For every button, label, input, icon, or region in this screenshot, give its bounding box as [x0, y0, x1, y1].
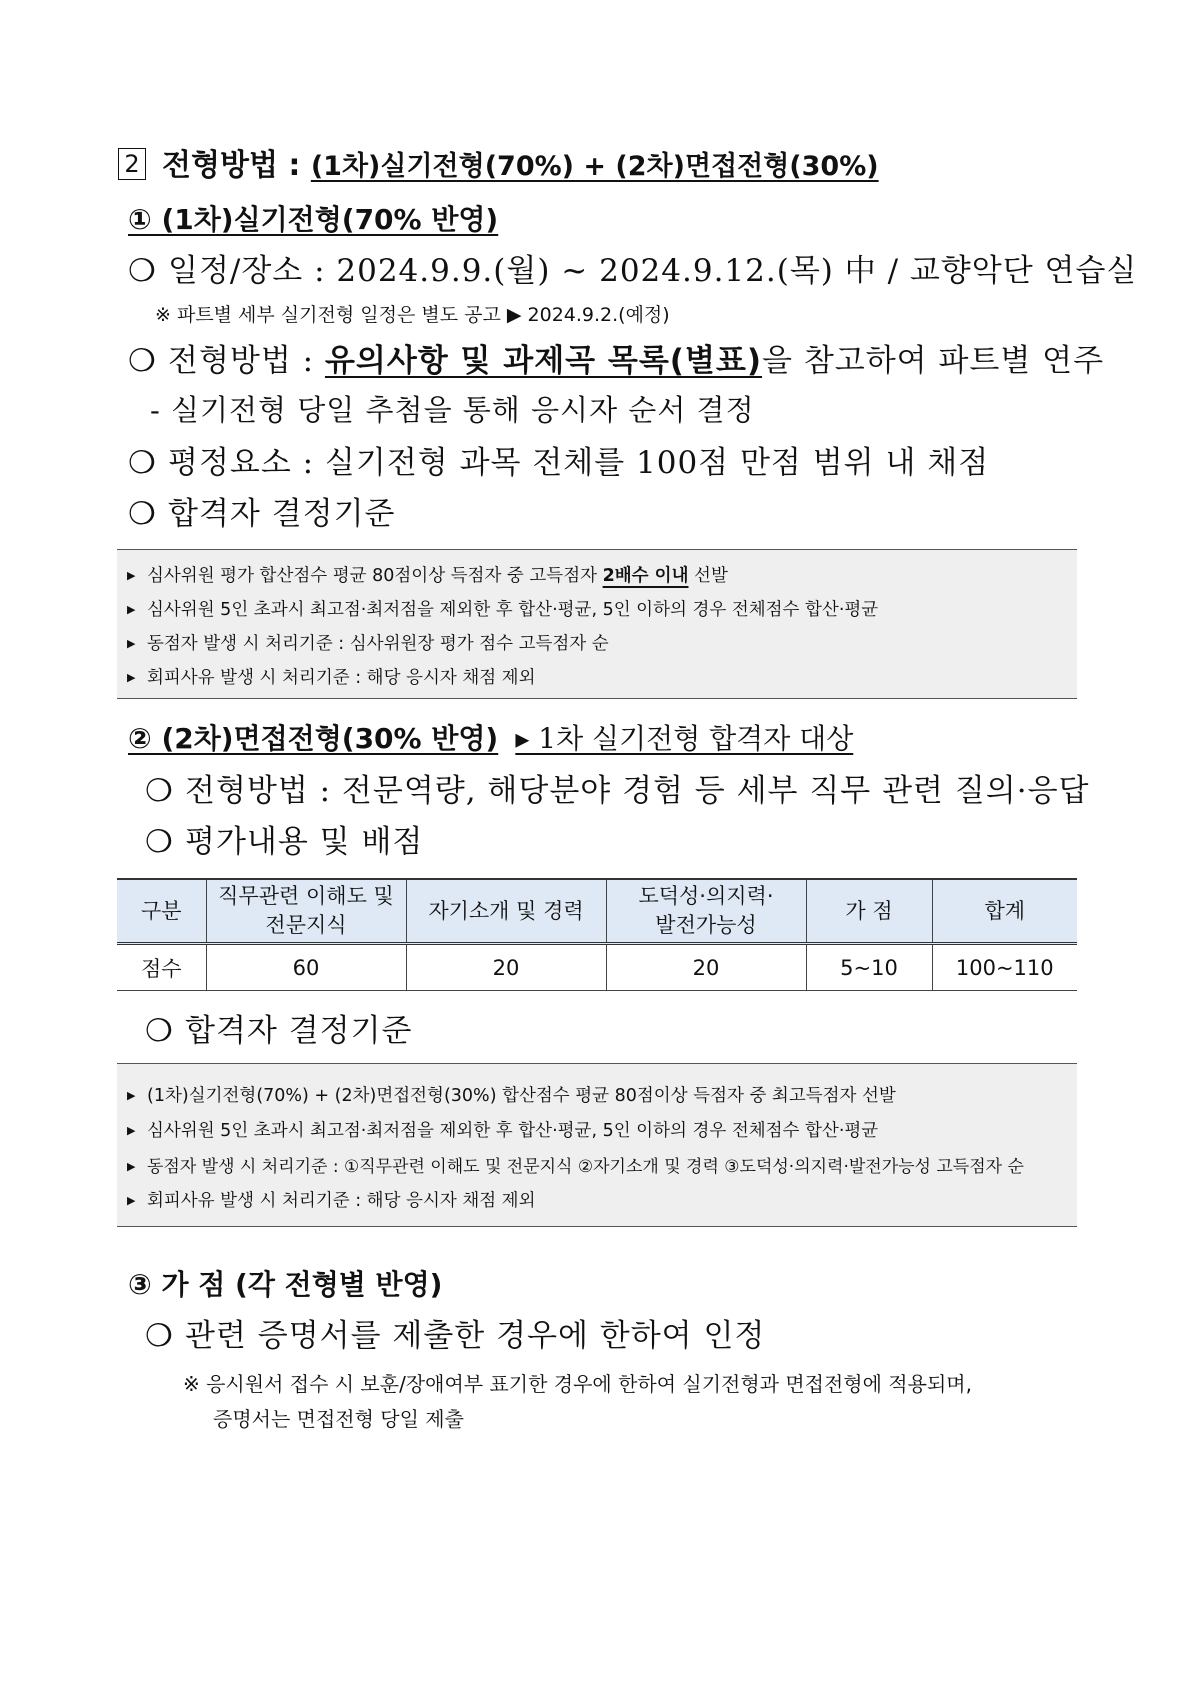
criteria-text: 심사위원 5인 초과시 최고점·최저점을 제외한 후 합산·평균, 5인 이하의 경우 전체점수 합산·평균 — [147, 600, 879, 620]
triangle-bullet-icon: ▶ — [127, 637, 136, 650]
interview-criteria-title-text: 합격자 결정기준 — [185, 1013, 413, 1049]
section-number: 2 — [118, 148, 146, 180]
list-item — [127, 562, 728, 587]
list-item — [127, 596, 878, 621]
scoring-table — [117, 878, 1077, 991]
triangle-bullet-icon: ▶ — [127, 671, 136, 684]
interview-criteria-box — [117, 1063, 1077, 1227]
list-item — [127, 630, 609, 655]
bonus-note-line2: 증명서는 면접전형 당일 제출 — [213, 1407, 464, 1431]
practical-criteria-title — [128, 488, 395, 533]
bonus-text — [145, 1310, 765, 1355]
triangle-bullet-icon: ▶ — [127, 1160, 136, 1173]
bonus-heading: ③ 가 점 (각 전형별 반영) — [128, 1268, 443, 1301]
criteria-text: 동점자 발생 시 처리기준 : ①직무관련 이해도 및 전문지식 ②자기소개 및 경력 ③도덕성·의지력·발전가능성 고득점자 순 — [147, 1157, 1024, 1177]
interview-method — [145, 765, 1090, 810]
ring-bullet-icon: ❍ — [145, 1318, 174, 1354]
table-cell: 5~10 — [806, 944, 932, 991]
table-header-cell: 가 점 — [806, 879, 932, 944]
interview-heading-row — [128, 717, 853, 757]
list-item — [127, 1082, 896, 1107]
practical-schedule — [128, 245, 1137, 290]
list-item — [127, 664, 536, 689]
practical-method-rest: 을 참고하여 파트별 연주 — [762, 343, 1105, 379]
practical-method-sub: - 실기전형 당일 추첨을 통해 응시자 순서 결정 — [150, 393, 755, 427]
criteria-text: 회피사유 발생 시 처리기준 : 해당 응시자 채점 제외 — [147, 1191, 536, 1211]
practical-heading: ① (1차)실기전형(70% 반영) — [128, 203, 499, 236]
triangle-bullet-icon: ▶ — [127, 569, 136, 582]
interview-criteria-title — [145, 1005, 412, 1050]
triangle-bullet-icon: ▶ — [127, 1089, 136, 1102]
practical-criteria-box — [117, 549, 1077, 699]
interview-method-text: 전형방법 : 전문역량, 해당분야 경험 등 세부 직무 관련 질의·응답 — [185, 773, 1090, 809]
list-item — [127, 1117, 878, 1142]
list-item — [127, 1152, 1024, 1177]
criteria-text: 심사위원 5인 초과시 최고점·최저점을 제외한 후 합산·평균, 5인 이하의 경우 전체점수 합산·평균 — [147, 1121, 879, 1141]
bonus-text-content: 관련 증명서를 제출한 경우에 한하여 인정 — [185, 1318, 766, 1354]
practical-criteria-title-text: 합격자 결정기준 — [168, 496, 396, 532]
list-item — [127, 1187, 536, 1212]
practical-schedule-note: ※ 파트별 세부 실기전형 일정은 별도 공고 ▶ 2024.9.2.(예정) — [155, 304, 670, 326]
triangle-bullet-icon: ▶ — [127, 603, 136, 616]
table-cell: 20 — [606, 944, 806, 991]
criteria-text: (1차)실기전형(70%) + (2차)면접전형(30%) 합산점수 평균 80점이상 득점자 중 최고득점자 선발 — [147, 1086, 896, 1106]
table-row — [117, 944, 1077, 991]
interview-scoring-title-text: 평가내용 및 배점 — [185, 824, 424, 860]
criteria-emphasis: 2배수 이내 — [602, 566, 689, 586]
triangle-bullet-icon: ▶ — [127, 1124, 136, 1137]
table-header-cell: 구분 — [117, 879, 206, 944]
ring-bullet-icon: ❍ — [145, 773, 174, 809]
criteria-text: 동점자 발생 시 처리기준 : 심사위원장 평가 점수 고득점자 순 — [147, 634, 609, 654]
triangle-bullet-icon: ▶ — [127, 1194, 136, 1207]
interview-scoring-title — [145, 816, 423, 861]
practical-schedule-text: 일정/장소 : 2024.9.9.(월) ~ 2024.9.12.(목) 中 / 교향악단 연습실 — [168, 253, 1138, 289]
bonus-note-line1: ※ 응시원서 접수 시 보훈/장애여부 표기한 경우에 한하여 실기전형과 면접전형에 적용되며, — [183, 1372, 972, 1396]
practical-evaluation — [128, 437, 989, 482]
section-title-label: 전형방법 : — [162, 148, 301, 183]
table-header-cell: 합계 — [932, 879, 1077, 944]
ring-bullet-icon: ❍ — [128, 445, 157, 481]
ring-bullet-icon: ❍ — [128, 343, 157, 379]
section-subtitle: (1차)실기전형(70%) + (2차)면접전형(30%) — [310, 151, 879, 182]
criteria-text: 회피사유 발생 시 처리기준 : 해당 응시자 채점 제외 — [147, 668, 536, 688]
ring-bullet-icon: ❍ — [145, 824, 174, 860]
table-header-cell: 직무관련 이해도 및 전문지식 — [206, 879, 406, 944]
table-header-row — [117, 879, 1077, 944]
interview-heading: ② (2차)면접전형(30% 반영) — [128, 722, 499, 755]
practical-evaluation-text: 평정요소 : 실기전형 과목 전체를 100점 만점 범위 내 채점 — [168, 445, 990, 481]
table-header-cell: 자기소개 및 경력 — [406, 879, 606, 944]
criteria-text: 심사위원 평가 합산점수 평균 80점이상 득점자 중 고득점자 — [147, 566, 603, 586]
practical-method — [128, 335, 1104, 380]
table-cell: 20 — [406, 944, 606, 991]
attachment-link[interactable]: 유의사항 및 과제곡 목록(별표) — [324, 343, 763, 379]
practical-method-label: 전형방법 : — [168, 343, 325, 379]
ring-bullet-icon: ❍ — [128, 496, 157, 532]
ring-bullet-icon: ❍ — [145, 1013, 174, 1049]
section-title — [118, 140, 879, 184]
table-cell: 60 — [206, 944, 406, 991]
criteria-text: 선발 — [688, 566, 728, 586]
table-header-cell: 도덕성·의지력· 발전가능성 — [606, 879, 806, 944]
table-cell: 점수 — [117, 944, 206, 991]
ring-bullet-icon: ❍ — [128, 253, 157, 289]
interview-target: ▸ 1차 실기전형 합격자 대상 — [515, 722, 854, 755]
table-cell: 100~110 — [932, 944, 1077, 991]
